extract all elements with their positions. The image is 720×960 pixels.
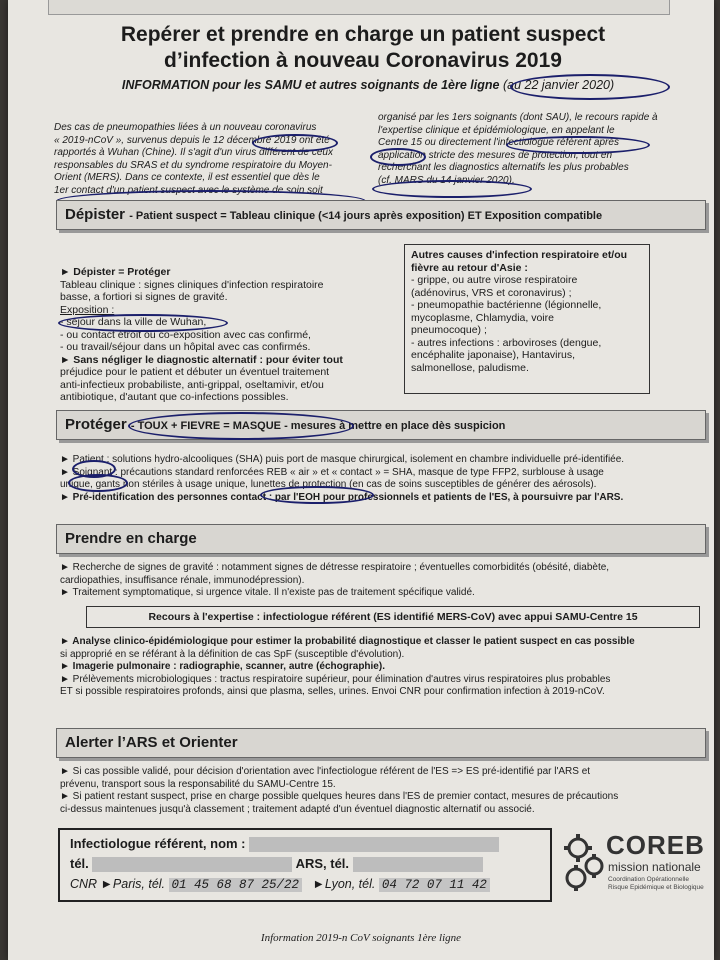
prendre-line: cardiopathies, insuffisance rénale, immunodépression). <box>60 574 305 586</box>
section-heading: Alerter l’ARS et Orienter <box>65 734 238 751</box>
subtitle-text: INFORMATION pour les SAMU et autres soignants de 1ère ligne <box>121 78 500 92</box>
subtitle-date: (au 22 janvier 2020) <box>502 78 615 92</box>
prendre-line: ► Prélèvements microbiologiques : tractus respiratoire supérieur, pour élimination d'autres virus respiratoires plus probables <box>60 673 611 685</box>
alternative-causes-box <box>404 244 650 394</box>
document-title <box>68 22 658 74</box>
logo-small-line: Coordination Opérationnelle <box>608 876 689 883</box>
box-line: (adénovirus, VRS et coronavirus) ; <box>411 286 572 299</box>
intro-right-line: application stricte des mesures de protection, tout en <box>378 149 613 161</box>
expertise-box <box>86 606 700 628</box>
box-line: Autres causes d'infection respiratoire et/ou <box>411 249 628 261</box>
redacted-field <box>92 857 292 872</box>
box-line: encéphalite japonaise), Hantavirus, <box>411 349 576 361</box>
intro-right-line: Centre 15 ou directement l'infectiologue référent après <box>378 137 619 148</box>
coreb-logo <box>562 830 712 896</box>
section-heading: Dépister - Patient suspect = Tableau clinique (<14 jours après exposition) ET Exposition compatible <box>65 206 603 223</box>
proteger-line: ► Pré-identification des personnes contact : par l'EOH pour professionnels et patients de l'ES, à poursuivre par l'ARS. <box>60 491 624 503</box>
box-line: mycoplasme, Chlamydia, voire <box>411 311 554 324</box>
prendre-line: si approprié en se référant à la définition de cas SpF (susceptible d'évolution). <box>60 648 405 660</box>
box-line: salmonellose, paludisme. <box>411 361 529 374</box>
alternative-causes-text <box>411 249 647 374</box>
logo-name: COREB <box>606 830 705 860</box>
alerter-line: ci-dessus maintenues jusqu'à classement ; traitement adapté d'un éventuel diagnostic alternatif ou associé. <box>60 803 535 815</box>
intro-left-line: « 2019-nCoV », survenus depuis le 12 décembre 2019 ont été <box>54 134 330 146</box>
depister-line: - ou travail/séjour dans un hôpital avec cas confirmés. <box>60 341 311 353</box>
depister-line: Tableau clinique : signes cliniques d'infection respiratoire <box>60 278 324 291</box>
prendre-line: ► Imagerie pulmonaire : radiographie, scanner, autre (échographie). <box>60 661 385 672</box>
depister-line: préjudice pour le patient et débuter un éventuel traitement <box>60 366 330 378</box>
depister-line: ► Sans négliger le diagnostic alternatif : pour éviter tout <box>60 353 343 366</box>
infectiologue-row <box>70 836 499 852</box>
prendre-line: ET si possible respiratoires profonds, ainsi que plasma, selles, urines. Envoi CNR pour confirmation infection à 2019-nCoV. <box>60 686 605 697</box>
document-page <box>8 0 714 960</box>
lyon-label: ►Lyon, tél. <box>312 877 376 891</box>
alerter-line: ► Si cas possible validé, pour décision d'orientation avec l'infectiologue référent de l'ES => ES pré-identifié par l'ARS et <box>60 766 591 777</box>
box-line: - autres infections : arboviroses (dengue, <box>411 336 602 349</box>
intro-left-line: Des cas de pneumopathies liées à un nouveau coronavirus <box>54 122 317 133</box>
prendre-line: ► Traitement symptomatique, si urgence vitale. Il n'existe pas de traitement spécifique validé. <box>60 587 475 598</box>
depister-line: antibiotique, d'autant que co-infections possibles. <box>60 391 289 403</box>
intro-right-line: l'expertise clinique et épidémiologique, en appelant le <box>378 124 615 136</box>
depister-line: basse, a fortiori si signes de gravité. <box>60 291 228 303</box>
infectiologue-label: Infectiologue référent, nom : <box>70 836 246 851</box>
box-line: pneumocoque) ; <box>411 324 487 336</box>
intro-left-line: 1er contact d'un patient suspect avec le système de soin soit <box>54 184 323 196</box>
prendre-text-2 <box>60 636 700 699</box>
intro-right-column <box>378 112 674 187</box>
cnr-label: CNR ►Paris, tél. <box>70 877 166 891</box>
proteger-line: unique, gants non stériles à usage unique, lunettes de protection (en cas de soins susceptibles de générer des aérosols). <box>60 479 597 490</box>
intro-left-line: Orient (MERS). Dans ce contexte, il est essentiel que dès le <box>54 172 320 183</box>
section-heading: Prendre en charge <box>65 530 197 547</box>
prendre-text <box>60 562 700 600</box>
section-prendre-en-charge <box>56 524 706 554</box>
intro-right-line: organisé par les 1ers soignants (dont SAU), le recours rapide à <box>378 112 658 123</box>
alerter-line: prévenu, transport sous la responsabilité du SAMU-Centre 15. <box>60 778 336 790</box>
box-line: - grippe, ou autre virose respiratoire <box>411 274 578 286</box>
logo-small-line: Risque Epidémique et Biologique <box>608 884 704 891</box>
logo-subtitle: mission nationale <box>608 860 701 874</box>
depister-line: - séjour dans la ville de Wuhan, <box>60 316 207 328</box>
alerter-text <box>60 766 700 816</box>
top-edge-box <box>48 0 670 15</box>
section-alerter <box>56 728 706 758</box>
paris-phone: 01 45 68 87 25/22 <box>169 878 303 892</box>
intro-right-line: (cf. MARS du 14 janvier 2020). <box>378 174 515 186</box>
depister-line: ► Dépister = Protéger <box>60 266 171 278</box>
ars-label: ARS, tél. <box>295 856 350 871</box>
box-line: - pneumopathie bactérienne (légionnelle, <box>411 299 602 311</box>
gear-logo-icon <box>562 832 606 892</box>
depister-line: Exposition : <box>60 303 115 316</box>
title-line-1: Repérer et prendre en charge un patient suspect <box>120 23 606 46</box>
section-depister <box>56 200 706 230</box>
document-subtitle <box>48 78 688 92</box>
intro-right-line: recherchant les diagnostics alternatifs les plus probables <box>378 162 629 173</box>
title-line-2: d’infection à nouveau Coronavirus 2019 <box>164 49 562 72</box>
intro-left-line: responsables du SRAS et du syndrome respiratoire du Moyen- <box>54 159 332 171</box>
tel-label: tél. <box>70 856 89 871</box>
prendre-line: ► Analyse clinico-épidémiologique pour estimer la probabilité diagnostique et classer le patient suspect en cas possible <box>60 636 635 647</box>
contacts-box <box>58 828 552 902</box>
redacted-field <box>353 857 483 872</box>
alerter-line: ► Si patient restant suspect, prise en charge possible quelques heures dans l'ES de premier contact, mesures de précautions <box>60 791 619 802</box>
proteger-text <box>60 454 700 504</box>
tel-row <box>70 856 483 872</box>
proteger-line: ► Patient : solutions hydro-alcooliques (SHA) puis port de masque chirurgical, isolement en chambre individuelle pré-identifiée. <box>60 454 625 465</box>
intro-left-column <box>54 122 350 197</box>
box-line: fièvre au retour d'Asie : <box>411 261 528 274</box>
redacted-field <box>249 837 499 852</box>
prendre-line: ► Recherche de signes de gravité : notamment signes de détresse respiratoire ; éventuelles comorbidités (obésité, diabète, <box>60 562 610 573</box>
proteger-line: ► Soignant : précautions standard renforcées REB « air » et « contact » = SHA, masque de type FFP2, surblouse à usage <box>60 466 604 478</box>
depister-left-text <box>60 266 380 404</box>
depister-line: - ou contact étroit ou co-exposition avec cas confirmé, <box>60 328 311 341</box>
section-heading: Protéger - TOUX + FIEVRE = MASQUE - mesures à mettre en place dès suspicion <box>65 416 506 433</box>
page-footer: Information 2019-n CoV soignants 1ère ligne <box>260 932 462 944</box>
cnr-row <box>70 877 490 892</box>
intro-left-line: rapportés à Wuhan (Chine). Il s'agit d'un virus différent de ceux <box>54 147 333 158</box>
expertise-text: Recours à l'expertise : infectiologue référent (ES identifié MERS-CoV) avec appui SAMU-Centre 15 <box>148 611 638 623</box>
depister-line: anti-infectieux probabiliste, anti-grippal, oseltamivir, et/ou <box>60 378 324 391</box>
section-proteger <box>56 410 706 440</box>
lyon-phone: 04 72 07 11 42 <box>379 878 490 892</box>
